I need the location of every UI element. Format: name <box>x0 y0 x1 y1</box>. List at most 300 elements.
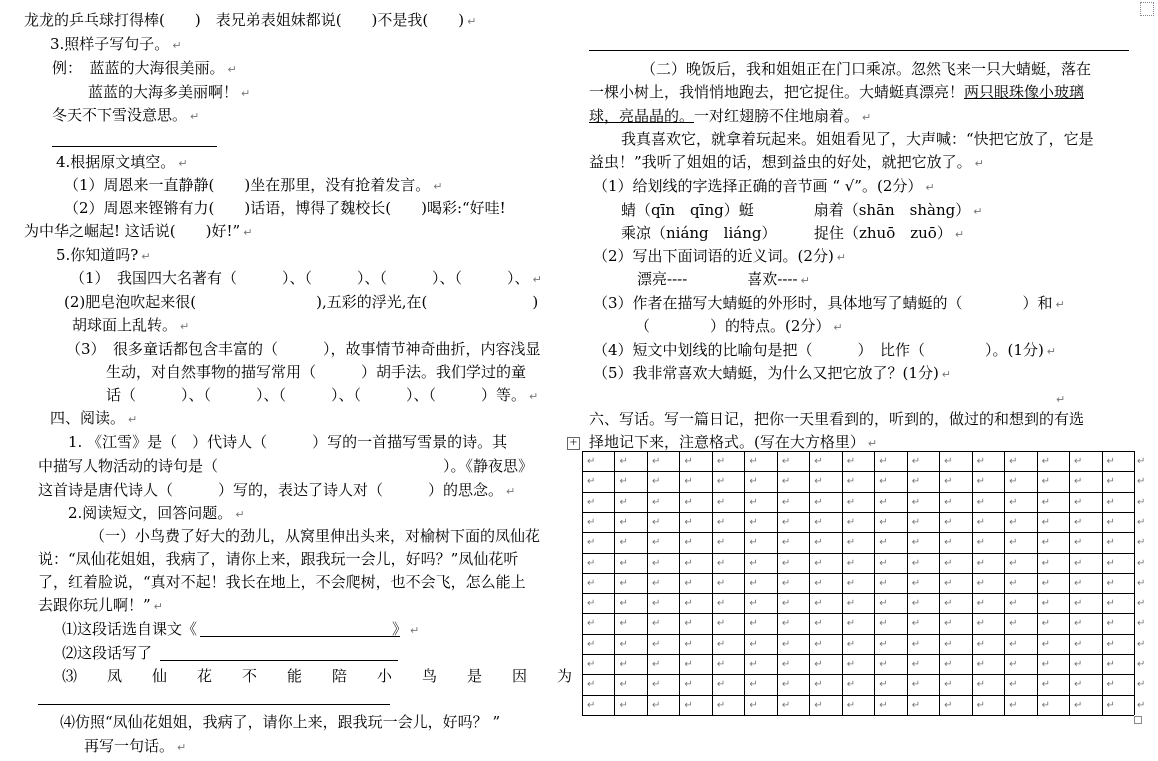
grid-cell-mark: ↵ <box>1009 456 1018 467</box>
grid-line-horizontal <box>582 553 1134 554</box>
grid-cell-mark: ↵ <box>1074 699 1083 711</box>
grid-cell-mark: ↵ <box>716 537 726 549</box>
grid-cell-mark: ↵ <box>619 537 628 549</box>
grid-cell-mark: ↵ <box>684 537 693 549</box>
grid-cell-mark: ↵ <box>587 557 596 569</box>
grid-cell-mark: ↵ <box>749 557 758 569</box>
grid-cell-mark: ↵ <box>879 659 888 671</box>
grid-cell-mark: ↵ <box>1009 577 1018 589</box>
grid-line-vertical <box>1004 451 1005 715</box>
grid-line-vertical <box>939 451 940 715</box>
grid-cell-mark: ↵ <box>1041 679 1050 691</box>
grid-cell-mark: ↵ <box>1106 537 1115 549</box>
grid-line-horizontal <box>582 471 1134 472</box>
grid-cell-mark: ↵ <box>911 577 921 589</box>
grid-cell-mark: ↵ <box>879 476 888 488</box>
grid-cell-mark: ↵ <box>1009 699 1018 711</box>
grid-cell-mark: ↵ <box>651 699 661 711</box>
grid-cell-mark: ↵ <box>651 516 661 528</box>
text-line: 话（ ）、（ ）、（ ）、（ ）、（ ）等。 ↵ <box>106 386 539 404</box>
text-line: 中描写人物活动的诗句是（ ）。《静夜思》 <box>38 457 534 475</box>
row-end-mark: ↵ <box>1137 516 1146 528</box>
grid-cell-mark: ↵ <box>846 516 856 528</box>
text-line: 我真喜欢它，就拿着玩起来。姐姐看见了，大声喊：“快把它放了，它是 <box>621 130 1094 148</box>
grid-line-vertical <box>777 451 778 715</box>
grid-cell-mark: ↵ <box>716 638 726 650</box>
grid-cell-mark: ↵ <box>879 496 888 508</box>
grid-cell-mark: ↵ <box>1074 496 1083 508</box>
row-end-mark: ↵ <box>1137 577 1146 589</box>
grid-cell-mark: ↵ <box>814 577 823 589</box>
grid-cell-mark: ↵ <box>749 659 758 671</box>
text-line: 球，亮晶晶的。一对红翅膀不住地扇着。 ↵ <box>589 107 872 125</box>
grid-cell-mark: ↵ <box>749 496 758 508</box>
grid-cell-mark: ↵ <box>944 598 953 610</box>
grid-cell-mark: ↵ <box>684 679 693 691</box>
grid-cell-mark: ↵ <box>781 679 791 691</box>
text-line: 1. 《江雪》是（ ）代诗人（ ）写的一首描写雪景的诗。其 <box>68 433 508 451</box>
row-end-mark: ↵ <box>1137 618 1146 630</box>
grid-cell-mark: ↵ <box>879 537 888 549</box>
grid-cell-mark: ↵ <box>619 598 628 610</box>
grid-cell-mark: ↵ <box>1041 456 1050 467</box>
text-line: 蜻（qīn qīng）蜓 扇着（shān shàng） ↵ <box>621 201 983 219</box>
grid-line-vertical <box>809 451 810 715</box>
grid-cell-mark: ↵ <box>1074 456 1083 467</box>
grid-line-vertical <box>1069 451 1070 715</box>
answer-line <box>589 50 1129 51</box>
text-line: 蓝蓝的大海多美丽啊！ ↵ <box>88 83 251 101</box>
grid-line-vertical <box>1134 451 1135 715</box>
grid-cell-mark: ↵ <box>1074 679 1083 691</box>
grid-cell-mark: ↵ <box>1009 598 1018 610</box>
grid-line-horizontal <box>582 634 1134 635</box>
grid-cell-mark: ↵ <box>944 516 953 528</box>
grid-cell-mark: ↵ <box>944 638 953 650</box>
grid-cell-mark: ↵ <box>716 577 726 589</box>
grid-cell-mark: ↵ <box>846 638 856 650</box>
grid-line-horizontal <box>582 573 1134 574</box>
grid-line-vertical <box>1037 451 1038 715</box>
grid-cell-mark: ↵ <box>976 699 986 711</box>
grid-cell-mark: ↵ <box>619 516 628 528</box>
grid-cell-mark: ↵ <box>814 496 823 508</box>
grid-cell-mark: ↵ <box>944 456 953 467</box>
grid-cell-mark: ↵ <box>587 577 596 589</box>
grid-cell-mark: ↵ <box>749 476 758 488</box>
grid-cell-mark: ↵ <box>684 557 693 569</box>
grid-cell-mark: ↵ <box>846 476 856 488</box>
grid-cell-mark: ↵ <box>781 476 791 488</box>
question-heading: 5.你知道吗? ↵ <box>56 246 151 264</box>
grid-cell-mark: ↵ <box>749 537 758 549</box>
grid-cell-mark: ↵ <box>587 699 596 711</box>
grid-cell-mark: ↵ <box>1074 618 1083 630</box>
grid-cell-mark: ↵ <box>781 577 791 589</box>
grid-cell-mark: ↵ <box>976 638 986 650</box>
row-end-mark: ↵ <box>1137 679 1146 691</box>
grid-line-vertical <box>647 451 648 715</box>
grid-cell-mark: ↵ <box>814 557 823 569</box>
text-line: （3）作者在描写大蜻蜓的外形时，具体地写了蜻蜓的（ ）和 ↵ <box>593 294 1065 312</box>
grid-cell-mark: ↵ <box>1041 699 1050 711</box>
grid-cell-mark: ↵ <box>814 537 823 549</box>
grid-cell-mark: ↵ <box>1106 476 1115 488</box>
text-line: 龙龙的乒乓球打得棒( ) 表兄弟表姐妹都说( )不是我( ) ↵ <box>24 11 477 29</box>
text-line: 漂亮---- 喜欢---- ↵ <box>637 270 810 288</box>
grid-cell-mark: ↵ <box>1041 557 1050 569</box>
underlined-simile: 两只眼珠像小玻璃 <box>964 83 1085 101</box>
question-heading: 4.根据原文填空。 ↵ <box>56 153 188 171</box>
text-line: （5）我非常喜欢大蜻蜓，为什么又把它放了？(1分) ↵ <box>593 364 952 382</box>
question-heading: 3.照样子写句子。 ↵ <box>50 35 182 53</box>
grid-cell-mark: ↵ <box>911 618 921 630</box>
grid-cell-mark: ↵ <box>781 659 791 671</box>
text-line: 例： 蓝蓝的大海很美丽。 ↵ <box>52 59 237 77</box>
underlined-simile: 球，亮晶晶的。 <box>589 107 695 125</box>
text-line: (2)肥皂泡吹起来很( ),五彩的浮光,在( ) <box>64 293 539 311</box>
text-line: 冬天不下雪没意思。 ↵ <box>52 106 200 124</box>
grid-cell-mark: ↵ <box>781 618 791 630</box>
grid-cell-mark: ↵ <box>587 537 596 549</box>
grid-cell-mark: ↵ <box>911 598 921 610</box>
grid-cell-mark: ↵ <box>1041 598 1050 610</box>
text-line: （2）周恩来铿锵有力( )话语，博得了魏校长( )喝彩:“好哇! <box>64 199 506 217</box>
grid-cell-mark: ↵ <box>781 598 791 610</box>
grid-cell-mark: ↵ <box>1041 618 1050 630</box>
grid-cell-mark: ↵ <box>587 598 596 610</box>
grid-cell-mark: ↵ <box>814 516 823 528</box>
grid-cell-mark: ↵ <box>879 679 888 691</box>
grid-cell-mark: ↵ <box>619 496 628 508</box>
grid-line-vertical <box>874 451 875 715</box>
grid-cell-mark: ↵ <box>976 577 986 589</box>
grid-cell-mark: ↵ <box>1041 659 1050 671</box>
grid-cell-mark: ↵ <box>1106 516 1115 528</box>
grid-cell-mark: ↵ <box>846 699 856 711</box>
grid-cell-mark: ↵ <box>587 679 596 691</box>
answer-line <box>200 636 400 637</box>
grid-cell-mark: ↵ <box>814 659 823 671</box>
grid-cell-mark: ↵ <box>651 496 661 508</box>
grid-cell-mark: ↵ <box>619 638 628 650</box>
grid-cell-mark: ↵ <box>976 557 986 569</box>
grid-line-vertical <box>972 451 973 715</box>
grid-cell-mark: ↵ <box>1106 557 1115 569</box>
text-line: 择地记下来，注意格式。(写在大方格里） ↵ <box>589 433 878 451</box>
grid-cell-mark: ↵ <box>1074 557 1083 569</box>
grid-cell-mark: ↵ <box>944 659 953 671</box>
grid-line-vertical <box>744 451 745 715</box>
grid-cell-mark: ↵ <box>944 699 953 711</box>
grid-cell-mark: ↵ <box>1106 699 1115 711</box>
grid-cell-mark: ↵ <box>716 476 726 488</box>
grid-cell-mark: ↵ <box>781 557 791 569</box>
grid-cell-mark: ↵ <box>976 456 986 467</box>
grid-cell-mark: ↵ <box>814 638 823 650</box>
grid-cell-mark: ↵ <box>587 618 596 630</box>
grid-cell-mark: ↵ <box>749 618 758 630</box>
text-line: （ ）的特点。(2分） ↵ <box>635 317 843 335</box>
grid-cell-mark: ↵ <box>911 516 921 528</box>
page-corner-mark <box>1140 2 1154 16</box>
text-line: 去跟你玩儿啊！” ↵ <box>38 596 163 614</box>
grid-line-horizontal <box>582 715 1134 716</box>
grid-cell-mark: ↵ <box>651 456 661 467</box>
grid-cell-mark: ↵ <box>976 659 986 671</box>
table-resize-handle-icon[interactable] <box>1134 716 1142 724</box>
grid-cell-mark: ↵ <box>846 537 856 549</box>
row-end-mark: ↵ <box>1137 659 1146 671</box>
grid-cell-mark: ↵ <box>1074 476 1083 488</box>
grid-cell-mark: ↵ <box>684 659 693 671</box>
grid-cell-mark: ↵ <box>749 638 758 650</box>
grid-cell-mark: ↵ <box>781 516 791 528</box>
grid-cell-mark: ↵ <box>749 456 758 467</box>
grid-cell-mark: ↵ <box>944 476 953 488</box>
grid-cell-mark: ↵ <box>619 557 628 569</box>
grid-line-horizontal <box>582 613 1134 614</box>
row-end-mark: ↵ <box>1137 537 1146 549</box>
grid-cell-mark: ↵ <box>651 476 661 488</box>
grid-line-vertical <box>842 451 843 715</box>
grid-line-horizontal <box>582 695 1134 696</box>
grid-cell-mark: ↵ <box>1009 496 1018 508</box>
grid-cell-mark: ↵ <box>879 577 888 589</box>
grid-cell-mark: ↵ <box>684 618 693 630</box>
grid-line-vertical <box>712 451 713 715</box>
grid-cell-mark: ↵ <box>781 537 791 549</box>
grid-cell-mark: ↵ <box>944 577 953 589</box>
row-end-mark: ↵ <box>1137 638 1146 650</box>
grid-cell-mark: ↵ <box>911 638 921 650</box>
grid-cell-mark: ↵ <box>1041 516 1050 528</box>
table-move-handle-icon[interactable]: + <box>567 437 580 450</box>
grid-cell-mark: ↵ <box>587 516 596 528</box>
text-line: 生动，对自然事物的描写常用（ ）胡手法。我们学过的童 <box>106 363 527 381</box>
grid-cell-mark: ↵ <box>1074 638 1083 650</box>
grid-cell-mark: ↵ <box>944 618 953 630</box>
grid-line-horizontal <box>582 593 1134 594</box>
grid-cell-mark: ↵ <box>651 557 661 569</box>
grid-cell-mark: ↵ <box>684 516 693 528</box>
row-end-mark: ↵ <box>1137 699 1146 711</box>
grid-cell-mark: ↵ <box>749 699 758 711</box>
grid-cell-mark: ↵ <box>814 598 823 610</box>
grid-cell-mark: ↵ <box>684 577 693 589</box>
grid-cell-mark: ↵ <box>846 659 856 671</box>
grid-cell-mark: ↵ <box>716 557 726 569</box>
grid-cell-mark: ↵ <box>846 557 856 569</box>
grid-cell-mark: ↵ <box>944 557 953 569</box>
grid-cell-mark: ↵ <box>976 496 986 508</box>
grid-cell-mark: ↵ <box>814 699 823 711</box>
text-line: 这首诗是唐代诗人（ ）写的，表达了诗人对（ ）的思念。 ↵ <box>38 481 516 499</box>
grid-cell-mark: ↵ <box>911 557 921 569</box>
text-line: 再写一句话。 ↵ <box>84 737 187 755</box>
grid-cell-mark: ↵ <box>1106 618 1115 630</box>
grid-cell-mark: ↵ <box>1106 659 1115 671</box>
grid-cell-mark: ↵ <box>846 456 856 467</box>
grid-line-vertical <box>1102 451 1103 715</box>
grid-cell-mark: ↵ <box>716 659 726 671</box>
grid-cell-mark: ↵ <box>911 476 921 488</box>
text-line: ⑴这段话选自课文《 》 ↵ <box>62 620 420 638</box>
grid-cell-mark: ↵ <box>619 618 628 630</box>
grid-cell-mark: ↵ <box>1041 638 1050 650</box>
text-line: 了，红着脸说，“真对不起！我长在地上，不会爬树，也不会飞，怎么能上 <box>38 573 526 591</box>
grid-cell-mark: ↵ <box>1009 618 1018 630</box>
grid-cell-mark: ↵ <box>879 598 888 610</box>
row-end-mark: ↵ <box>1137 598 1146 610</box>
text-line: ⑶ 凤 仙 花 不 能 陪 小 鸟 是 因 为 <box>62 667 573 685</box>
grid-cell-mark: ↵ <box>879 699 888 711</box>
grid-cell-mark: ↵ <box>879 618 888 630</box>
section-heading: 六、写话。写一篇日记，把你一天里看到的，听到的，做过的和想到的有选 <box>589 410 1085 428</box>
grid-cell-mark: ↵ <box>976 476 986 488</box>
text-line: 为中华之崛起! 这话说( )好!” ↵ <box>24 222 253 240</box>
grid-cell-mark: ↵ <box>587 456 596 467</box>
grid-cell-mark: ↵ <box>716 699 726 711</box>
grid-cell-mark: ↵ <box>1009 516 1018 528</box>
grid-cell-mark: ↵ <box>1009 537 1018 549</box>
text-line: （3） 很多童话都包含丰富的（ ），故事情节神奇曲折，内容浅显 <box>66 340 541 358</box>
section-heading: 四、阅读。 ↵ <box>50 409 138 427</box>
grid-cell-mark: ↵ <box>1041 476 1050 488</box>
grid-cell-mark: ↵ <box>716 679 726 691</box>
grid-cell-mark: ↵ <box>944 537 953 549</box>
grid-cell-mark: ↵ <box>911 659 921 671</box>
grid-cell-mark: ↵ <box>1009 659 1018 671</box>
grid-cell-mark: ↵ <box>1106 496 1115 508</box>
text-line: 乘凉（niáng liáng） 捉住（zhuō zuō） ↵ <box>621 224 965 242</box>
grid-cell-mark: ↵ <box>1106 456 1115 467</box>
grid-cell-mark: ↵ <box>1106 679 1115 691</box>
grid-cell-mark: ↵ <box>684 476 693 488</box>
grid-cell-mark: ↵ <box>781 456 791 467</box>
text-line: 胡球面上乱转。 ↵ <box>72 316 190 334</box>
grid-cell-mark: ↵ <box>749 679 758 691</box>
grid-cell-mark: ↵ <box>944 496 953 508</box>
grid-cell-mark: ↵ <box>1074 659 1083 671</box>
grid-cell-mark: ↵ <box>1106 598 1115 610</box>
grid-cell-mark: ↵ <box>684 496 693 508</box>
answer-line <box>160 660 398 661</box>
grid-cell-mark: ↵ <box>911 679 921 691</box>
text-line: 益虫！”我听了姐姐的话，想到益虫的好处，就把它放了。 ↵ <box>589 153 984 171</box>
text-line: （1）周恩来一直静静( )坐在那里，没有抢着发言。 ↵ <box>64 176 443 194</box>
grid-cell-mark: ↵ <box>1074 537 1083 549</box>
grid-cell-mark: ↵ <box>651 679 661 691</box>
grid-cell-mark: ↵ <box>781 699 791 711</box>
grid-cell-mark: ↵ <box>749 598 758 610</box>
text-line: （二）晚饭后，我和姐姐正在门口乘凉。忽然飞来一只大蜻蜓，落在 <box>641 60 1092 78</box>
grid-cell-mark: ↵ <box>651 598 661 610</box>
grid-cell-mark: ↵ <box>944 679 953 691</box>
grid-cell-mark: ↵ <box>1074 516 1083 528</box>
question-heading: 2.阅读短文，回答问题。 ↵ <box>68 504 245 522</box>
grid-cell-mark: ↵ <box>781 496 791 508</box>
grid-cell-mark: ↵ <box>651 618 661 630</box>
grid-cell-mark: ↵ <box>1106 638 1115 650</box>
grid-cell-mark: ↵ <box>1074 598 1083 610</box>
text-line: （一）小鸟费了好大的劲儿，从窝里伸出头来，对榆树下面的凤仙花 <box>90 527 541 545</box>
grid-cell-mark: ↵ <box>879 516 888 528</box>
row-end-mark: ↵ <box>1137 456 1146 467</box>
grid-cell-mark: ↵ <box>684 699 693 711</box>
grid-cell-mark: ↵ <box>684 638 693 650</box>
grid-cell-mark: ↵ <box>814 476 823 488</box>
row-end-mark: ↵ <box>1137 476 1146 488</box>
grid-cell-mark: ↵ <box>651 537 661 549</box>
grid-cell-mark: ↵ <box>846 679 856 691</box>
grid-cell-mark: ↵ <box>651 638 661 650</box>
grid-cell-mark: ↵ <box>1009 679 1018 691</box>
grid-cell-mark: ↵ <box>587 496 596 508</box>
grid-line-vertical <box>614 451 615 715</box>
grid-cell-mark: ↵ <box>587 659 596 671</box>
grid-cell-mark: ↵ <box>1041 537 1050 549</box>
grid-cell-mark: ↵ <box>619 659 628 671</box>
grid-cell-mark: ↵ <box>716 598 726 610</box>
answer-line <box>38 704 390 705</box>
grid-cell-mark: ↵ <box>814 618 823 630</box>
grid-line-horizontal <box>582 492 1134 493</box>
text-line: （4）短文中划线的比喻句是把（ ） 比作（ ）。(1分) ↵ <box>593 341 1057 359</box>
paragraph-mark: ↵ <box>1056 393 1066 406</box>
grid-line-vertical <box>907 451 908 715</box>
grid-cell-mark: ↵ <box>716 496 726 508</box>
grid-cell-mark: ↵ <box>1041 577 1050 589</box>
grid-cell-mark: ↵ <box>1009 557 1018 569</box>
grid-cell-mark: ↵ <box>976 537 986 549</box>
grid-cell-mark: ↵ <box>716 618 726 630</box>
grid-line-vertical <box>582 451 583 715</box>
grid-line-horizontal <box>582 532 1134 533</box>
text-line: （1）给划线的字选择正确的音节画 “ √”。(2分） ↵ <box>593 177 935 195</box>
text-line: （2）写出下面词语的近义词。(2分) ↵ <box>593 247 847 265</box>
row-end-mark: ↵ <box>1137 557 1146 569</box>
grid-cell-mark: ↵ <box>976 516 986 528</box>
grid-cell-mark: ↵ <box>814 679 823 691</box>
grid-cell-mark: ↵ <box>846 577 856 589</box>
grid-cell-mark: ↵ <box>587 476 596 488</box>
grid-cell-mark: ↵ <box>814 456 823 467</box>
grid-cell-mark: ↵ <box>1041 496 1050 508</box>
text-line: 一棵小树上，我悄悄地跑去，把它捉住。大蜻蜓真漂亮！两只眼珠像小玻璃 <box>589 83 1085 101</box>
grid-cell-mark: ↵ <box>879 456 888 467</box>
grid-cell-mark: ↵ <box>716 516 726 528</box>
grid-cell-mark: ↵ <box>651 577 661 589</box>
grid-cell-mark: ↵ <box>749 516 758 528</box>
grid-cell-mark: ↵ <box>976 679 986 691</box>
grid-cell-mark: ↵ <box>619 456 628 467</box>
grid-cell-mark: ↵ <box>684 456 693 467</box>
grid-cell-mark: ↵ <box>846 496 856 508</box>
grid-cell-mark: ↵ <box>911 537 921 549</box>
grid-cell-mark: ↵ <box>846 618 856 630</box>
grid-cell-mark: ↵ <box>781 638 791 650</box>
grid-line-horizontal <box>582 654 1134 655</box>
grid-cell-mark: ↵ <box>879 557 888 569</box>
text-line: 说：“凤仙花姐姐，我病了，请你上来，跟我玩一会儿，好吗？”凤仙花听 <box>38 550 519 568</box>
grid-cell-mark: ↵ <box>911 496 921 508</box>
grid-cell-mark: ↵ <box>879 638 888 650</box>
grid-cell-mark: ↵ <box>651 659 661 671</box>
grid-line-vertical <box>679 451 680 715</box>
row-end-mark: ↵ <box>1137 496 1146 508</box>
grid-cell-mark: ↵ <box>619 577 628 589</box>
